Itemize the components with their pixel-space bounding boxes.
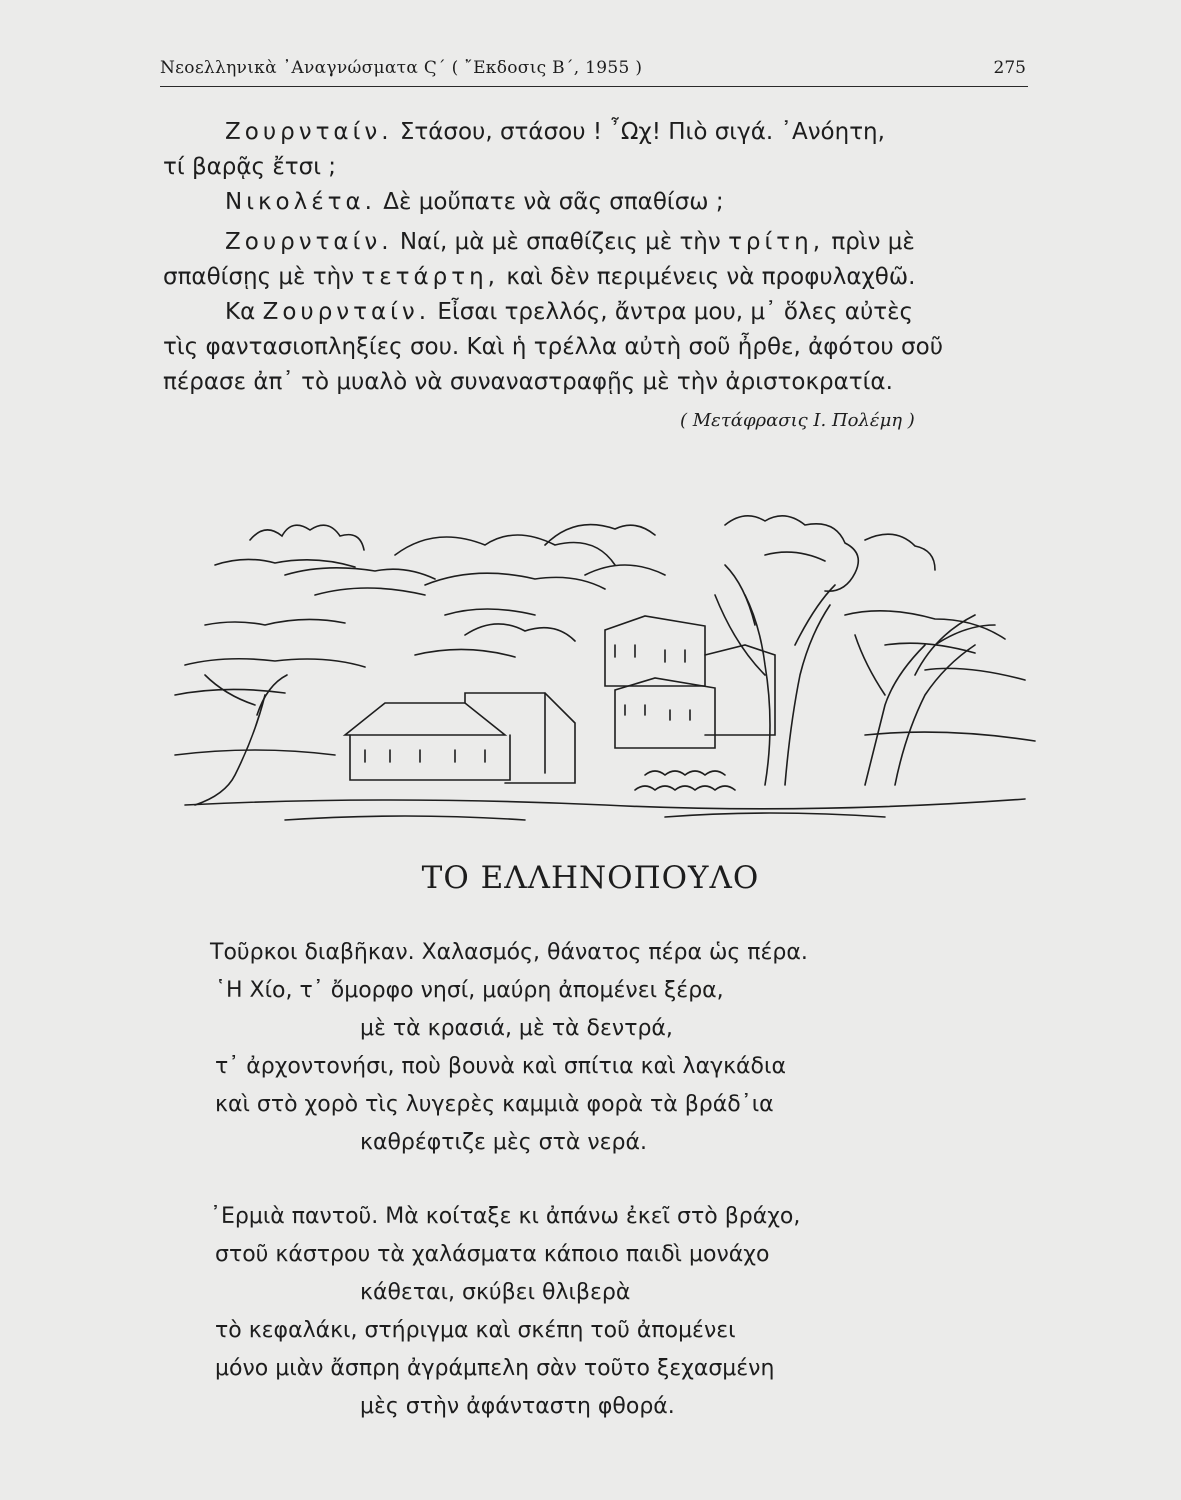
verse-line: ᾿Ερμιὰ παντοῦ. Μὰ κοίταξε κι ἀπάνω ἐκεῖ στὸ βράχο, <box>210 1204 801 1229</box>
dialogue-text: πέρασε ἀπ᾿ τὸ μυαλὸ νὰ συναναστραφῇς μὲ τὴν ἀριστοκρατία. <box>163 369 893 395</box>
dialogue-line <box>163 297 1033 328</box>
dialogue-line <box>163 152 1033 183</box>
emphasized-word: τρίτη, <box>728 229 825 255</box>
verse-line: μόνο μιὰν ἄσπρη ἀγράμπελη σὰν τοῦτο ξεχασμένη <box>215 1356 775 1381</box>
dialogue-line <box>163 332 1033 363</box>
dialogue-text: τί βαρᾷς ἔτσι ; <box>163 154 337 180</box>
dialogue-text: τὶς φαντασιοπληξίες σου. Καὶ ἡ τρέλλα αὐτὴ σοῦ ἦρθε, ἀφότου σοῦ <box>163 334 944 360</box>
speaker-name: Ζουρνταίν. <box>225 119 393 145</box>
dialogue-text: Στάσου, στάσου ! ῏Ωχ! Πιὸ σιγά. ᾿Ανόητη, <box>399 119 885 145</box>
emphasized-word: τετάρτη, <box>361 264 499 290</box>
translator-credit: ( Μετάφρασις Ι. Πολέμη ) <box>680 410 915 431</box>
verse-line: μὲ τὰ κρασιά, μὲ τὰ δεντρά, <box>360 1016 673 1041</box>
speaker-prefix: Κα <box>225 299 256 325</box>
dialogue-text: Εἶσαι τρελλός, ἄντρα μου, μ᾿ ὅλες αὐτὲς <box>437 299 914 325</box>
speaker-name: Νικολέτα. <box>225 189 376 215</box>
verse-line: τ᾿ ἀρχοντονήσι, ποὺ βουνὰ καὶ σπίτια καὶ λαγκάδια <box>215 1054 786 1079</box>
verse-line: στοῦ κάστρου τὰ χαλάσματα κάποιο παιδὶ μονάχο <box>215 1242 770 1267</box>
verse-line: ῾Η Χίο, τ᾿ ὄμορφο νησί, μαύρη ἀπομένει ξέρα, <box>215 978 724 1003</box>
dialogue-line <box>163 187 1033 218</box>
dialogue-line <box>163 262 1033 293</box>
dialogue-line <box>163 227 1033 258</box>
dialogue-line <box>163 117 1033 148</box>
dialogue-text: σπαθίσῃς μὲ τὴν <box>163 264 355 290</box>
verse-line: κάθεται, σκύβει θλιβερὰ <box>360 1280 631 1305</box>
speaker-name: Ζουρνταίν. <box>225 229 393 255</box>
verse-line: καὶ στὸ χορὸ τὶς λυγερὲς καμμιὰ φορὰ τὰ βράδ᾿ια <box>215 1092 774 1117</box>
verse-line: μὲς στὴν ἀφάνταστη φθορά. <box>360 1394 675 1419</box>
running-header <box>160 52 1028 87</box>
book-title: Νεοελληνικὰ ᾿Αναγνώσματα Ϛ΄ ( ῎Εκδοσις Β΄, 1955 ) <box>160 58 643 78</box>
speaker-name: Ζουρνταίν. <box>262 299 431 325</box>
verse-line: καθρέφτιζε μὲς στὰ νερά. <box>360 1130 647 1155</box>
page-number: 275 <box>993 58 1026 78</box>
village-landscape-drawing <box>165 505 1045 825</box>
dialogue-text: πρὶν μὲ <box>831 229 915 255</box>
dialogue-line <box>163 367 1033 398</box>
dialogue-text: Δὲ μοὔπατε νὰ σᾶς σπαθίσω ; <box>383 189 724 215</box>
verse-line: Τοῦρκοι διαβῆκαν. Χαλασμός, θάνατος πέρα ὡς πέρα. <box>210 940 808 965</box>
verse-line: τὸ κεφαλάκι, στήριγμα καὶ σκέπη τοῦ ἀπομένει <box>215 1318 736 1343</box>
poem-title: ΤΟ ΕΛΛΗΝΟΠΟΥΛΟ <box>421 860 760 896</box>
dialogue-text: Ναί, μὰ μὲ σπαθίζεις μὲ τὴν <box>399 229 721 255</box>
dialogue-text: καὶ δὲν περιμένεις νὰ προφυλαχθῶ. <box>506 264 916 290</box>
